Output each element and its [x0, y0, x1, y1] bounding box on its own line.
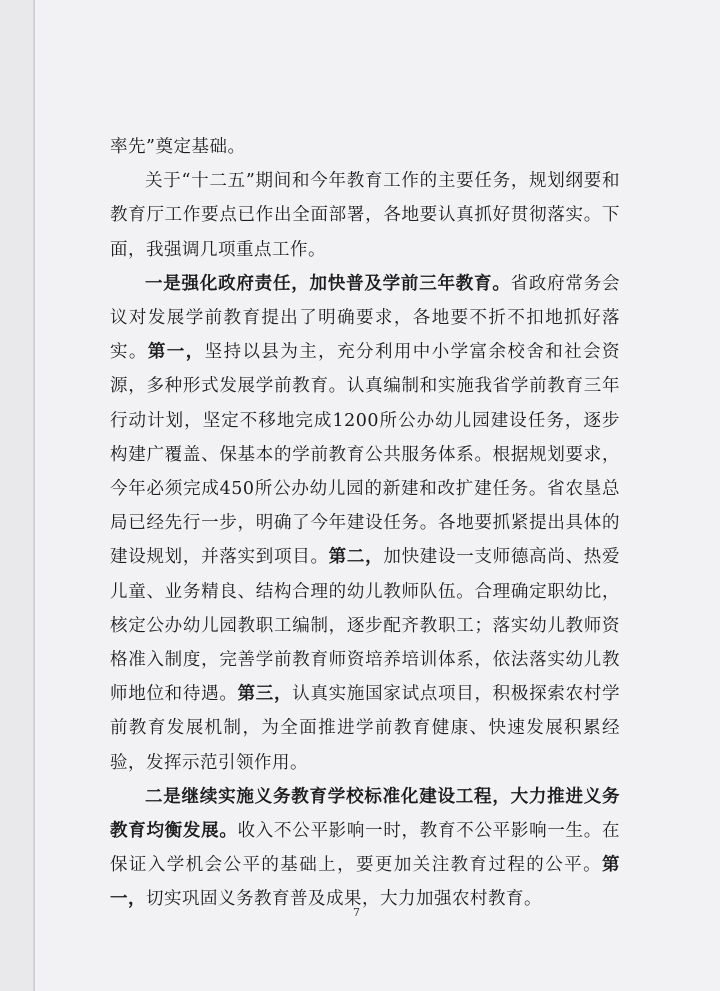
paragraph-3-second-text: 加快建设一支师德高尚、热爱儿童、业务精良、结构合理的幼儿教师队伍。合理确定职幼比，核定公办幼儿园教职工编制，逐步配齐教职工；落实幼儿教师资格准入制度，完善学前教育师资培养培训体系，依法落实幼儿教师地位和待遇。	[110, 547, 621, 705]
paragraph-3	[110, 267, 620, 780]
paragraph-1	[110, 130, 620, 164]
paragraph-2	[110, 164, 620, 267]
page-edge-line	[34, 0, 35, 991]
paragraph-4-intro: 收入不公平影响一时，教育不公平影响一生。在保证入学机会公平的基础上，要更加关注教育过程的公平。	[110, 821, 621, 876]
document-body	[110, 130, 620, 917]
paragraph-3-third-text: 认真实施国家试点项目，积极探索农村学前教育发展机制，为全面推进学前教育健康、快速发展积累经验，发挥示范引领作用。	[110, 684, 621, 773]
paragraph-4	[110, 780, 620, 917]
paragraph-3-first-label: 第一，	[147, 342, 205, 363]
paragraph-4-heading: 二是继续实施义务教育学校标准化建设工程，大力推进义务教育均衡发展。	[110, 786, 620, 842]
paragraph-1-text: 率先”奠定基础。	[110, 137, 246, 157]
paragraph-3-second-label: 第二，	[328, 547, 384, 568]
paragraph-3-intro: 省政府常务会议对发展学前教育提出了明确要求，各地要不折不扣地抓好落实。	[110, 273, 621, 363]
paragraph-4-first-text: 切实巩固义务教育普及成果，大力加强农村教育。	[146, 889, 542, 910]
paragraph-4-first-label: 第一，	[110, 855, 620, 910]
paragraph-3-first-text: 坚持以县为主，充分利用中小学富余校舍和社会资源，多种形式发展学前教育。认真编制和实施我省学前教育三年行动计划，坚定不移地完成1200所公办幼儿园建设任务，逐步构建广覆盖、保基本的学前教育公共服务体系。根据规划要求，今年必须完成450所公办幼儿园的新建和改扩建任务。省农垦总局已经先行一步，明确了今年建设任务。各地要抓紧提出具体的建设规划，并落实到项目。	[110, 342, 621, 568]
paragraph-2-text: 关于“十二五”期间和今年教育工作的主要任务，规划纲要和教育厅工作要点已作出全面部署，各地要认真抓好贯彻落实。下面，我强调几项重点工作。	[110, 171, 620, 260]
paragraph-3-heading: 一是强化政府责任，加快普及学前三年教育。	[145, 273, 511, 294]
page-number: 7	[353, 906, 360, 919]
paragraph-3-third-label: 第三，	[237, 684, 293, 705]
